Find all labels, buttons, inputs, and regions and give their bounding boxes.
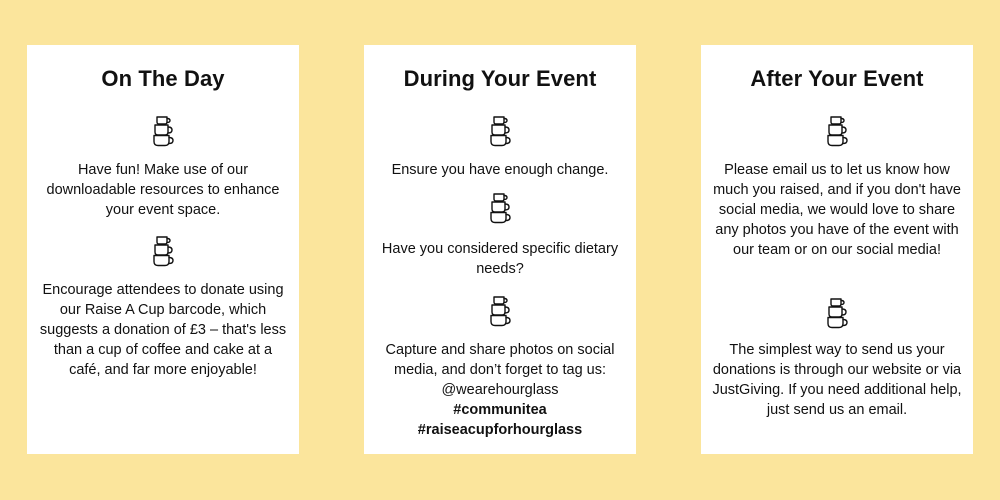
card-paragraph-text: Capture and share photos on social media, and don’t forget to tag us: @wearehourglass [385, 342, 615, 398]
card-paragraph: Encourage attendees to donate using our Raise A Cup barcode, which suggests a donation of £3 – that's less than a cup of coffee and cake at a café, and far more enjoyable! [39, 282, 287, 378]
card-paragraph: The simplest way to send us your donations is through our website or via JustGiving. If you need additional help, just send us an email. [712, 342, 962, 418]
hashtag: #raiseacupforhourglass [417, 422, 583, 438]
card-after-your-event [701, 45, 973, 454]
card-paragraph: Have you considered specific dietary needs? [381, 241, 619, 277]
card-title: On The Day [101, 66, 225, 91]
card-title: After Your Event [750, 66, 924, 91]
card-title: During Your Event [403, 66, 597, 91]
card-paragraph: Have fun! Make use of our downloadable resources to enhance your event space. [46, 162, 280, 218]
stacked-cups-icon [488, 113, 512, 147]
card-during-your-event [364, 45, 636, 454]
card-on-the-day [27, 45, 299, 454]
stacked-cups-icon [488, 190, 512, 224]
stacked-cups-icon [825, 113, 849, 147]
stacked-cups-icon [488, 293, 512, 327]
hashtag: #communitea [453, 402, 547, 418]
stacked-cups-icon [825, 295, 849, 329]
card-paragraph: Ensure you have enough change. [391, 162, 609, 178]
card-paragraph: Please email us to let us know how much you raised, and if you don't have social media, we would love to share any photos you have of the event with our team or on our social media! [713, 162, 961, 258]
stacked-cups-icon [151, 113, 175, 147]
stacked-cups-icon [151, 233, 175, 267]
card-paragraph [374, 340, 626, 440]
